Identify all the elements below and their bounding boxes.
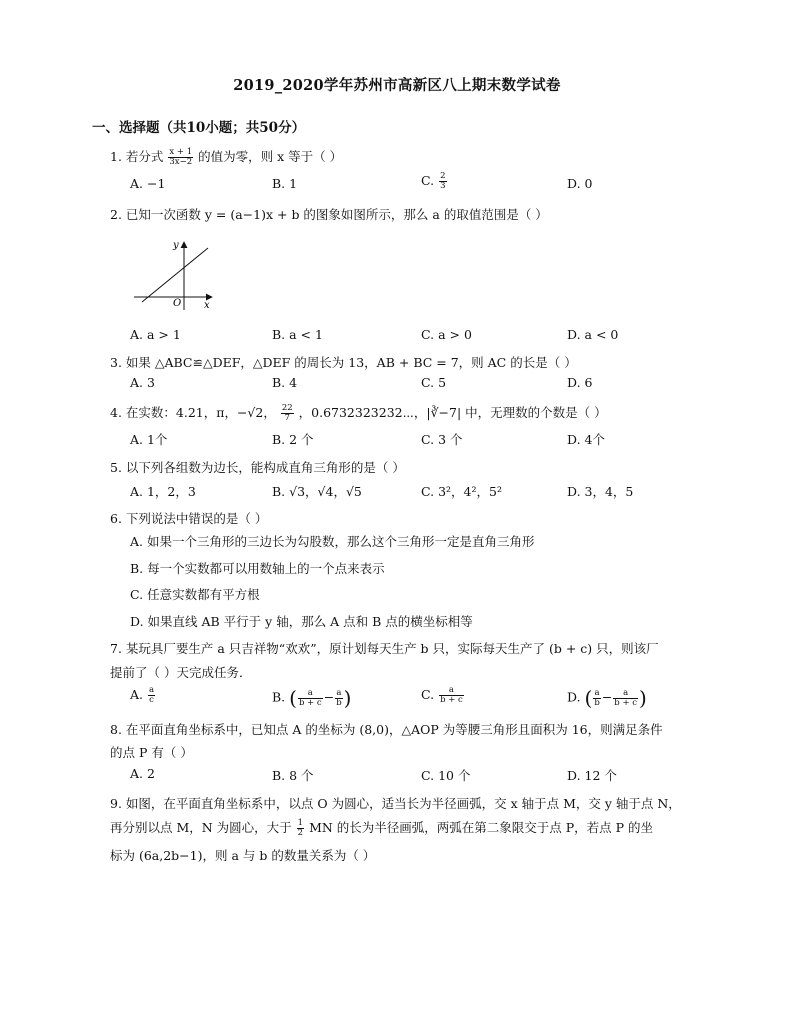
q2-option-d: D. a < 0 bbox=[567, 327, 619, 342]
q4-frac-den: 7 bbox=[284, 413, 290, 423]
q7-option-a-label: A. bbox=[130, 687, 144, 702]
q7-b-den-1: b + c bbox=[298, 697, 322, 708]
q2-option-a: A. a > 1 bbox=[130, 327, 181, 342]
q2-origin-label: O bbox=[173, 298, 182, 309]
q7-d-num-2: a bbox=[613, 689, 638, 699]
q6-option-a: A. 如果一个三角形的三边长为勾股数，那么这个三角形一定是直角三角形 bbox=[130, 534, 535, 549]
q1-option-b: B. 1 bbox=[272, 176, 298, 191]
q9-line2-suffix: MN 的长为半径画弧，两弧在第二象限交于点 P，若点 P 的坐 bbox=[309, 820, 654, 835]
q4-option-c: C. 3 个 bbox=[421, 432, 463, 447]
q7-d-den-2: b + c bbox=[614, 697, 638, 708]
q1-option-a: A. −1 bbox=[130, 176, 166, 191]
q7-option-c-label: C. bbox=[421, 687, 435, 702]
q7-option-a bbox=[130, 686, 156, 705]
q2-option-c: C. a > 0 bbox=[421, 327, 472, 342]
q1-frac-num: x + 1 bbox=[169, 147, 193, 157]
q5-option-d: D. 3，4，5 bbox=[567, 484, 634, 499]
q2-graph bbox=[128, 236, 220, 312]
q4-option-b: B. 2 个 bbox=[272, 432, 314, 447]
question-2: 2. 已知一次函数 y = (a−1)x + b 的图象如图所示，那么 a 的取值范围是（ ） bbox=[110, 207, 548, 222]
question-7-line2: 提前了（ ）天完成任务． bbox=[110, 665, 252, 680]
q8-option-d: D. 12 个 bbox=[567, 768, 617, 783]
q3-option-d: D. 6 bbox=[567, 375, 593, 390]
q7-c-num: a bbox=[439, 686, 464, 696]
q7-d-fraction-1 bbox=[593, 689, 600, 708]
q3-option-a: A. 3 bbox=[130, 375, 155, 390]
question-5: 5. 以下列各组数为边长，能构成直角三角形的是（ ） bbox=[110, 460, 405, 475]
question-9: 9. 如图，在平面直角坐标系中，以点 O 为圆心，适当长为半径画弧，交 x 轴于点 M，交 y 轴于点 N， bbox=[110, 796, 681, 811]
q2-option-b: B. a < 1 bbox=[272, 327, 323, 342]
q7-option-c-fraction bbox=[439, 686, 464, 705]
exam-title: 2019_2020学年苏州市高新区八上期末数学试卷 bbox=[233, 77, 561, 94]
q3-option-c: C. 5 bbox=[421, 375, 447, 390]
q1-suffix: 的值为零，则 x 等于（ ） bbox=[198, 149, 343, 164]
question-9-line3: 标为 (6a,2b−1)，则 a 与 b 的数量关系为（ ） bbox=[110, 848, 376, 863]
q7-option-c bbox=[421, 686, 465, 705]
question-3: 3. 如果 △ABC≌△DEF，△DEF 的周长为 13，AB + BC = 7，则 AC 的长是（ ） bbox=[110, 355, 577, 370]
q4-option-a: A. 1个 bbox=[130, 432, 168, 447]
q8-option-b: B. 8 个 bbox=[272, 768, 314, 783]
q9-line2-prefix: 再分别以点 M，N 为圆心，大于 bbox=[110, 820, 292, 835]
q7-b-den-2: b bbox=[336, 697, 342, 708]
question-1 bbox=[110, 147, 342, 167]
q4-frac-num: 22 bbox=[281, 403, 293, 413]
q5-option-a: A. 1，2，3 bbox=[130, 484, 196, 499]
q7-b-fraction-2 bbox=[335, 689, 342, 708]
q1-option-c-fraction bbox=[439, 172, 446, 191]
q7-b-fraction-1 bbox=[298, 689, 323, 708]
q1-option-c bbox=[421, 172, 448, 191]
q6-option-d: D. 如果直线 AB 平行于 y 轴，那么 A 点和 B 点的横坐标相等 bbox=[130, 614, 473, 629]
q7-a-num: a bbox=[149, 685, 155, 695]
q2-function-line bbox=[142, 248, 208, 302]
question-7: 7. 某玩具厂要生产 a 只吉祥物“欢欢”，原计划每天生产 b 只，实际每天生产了 (b + c) 只，则该厂 bbox=[110, 641, 659, 656]
q2-y-label: y bbox=[173, 240, 179, 251]
q9-half-fraction bbox=[297, 819, 304, 838]
q7-option-b: B. ( $\frac{a}{b + c}$ − $\frac{a}{b}$ ) bbox=[272, 686, 352, 710]
q1-option-c-den: 3 bbox=[440, 181, 446, 191]
q7-c-den: b + c bbox=[440, 695, 463, 705]
section-heading: 一、选择题（共10小题；共50分） bbox=[92, 120, 306, 136]
question-6: 6. 下列说法中错误的是（ ） bbox=[110, 511, 268, 526]
q2-x-label: x bbox=[204, 300, 210, 311]
question-8: 8. 在平面直角坐标系中，已知点 A 的坐标为 (8,0)，△AOP 为等腰三角形且面积为 16，则满足条件 bbox=[110, 722, 663, 737]
q1-prefix: 1. 若分式 bbox=[110, 149, 164, 164]
q7-d-fraction-2 bbox=[613, 689, 638, 708]
q1-frac-den: 3x−2 bbox=[169, 157, 193, 167]
q1-option-c-label: C. bbox=[421, 173, 435, 188]
q7-b-num-2: a bbox=[336, 687, 342, 698]
q6-option-c: C. 任意实数都有平方根 bbox=[130, 587, 260, 602]
q1-option-c-num: 2 bbox=[440, 171, 446, 181]
q5-option-c: C. 3²，4²，5² bbox=[421, 484, 502, 499]
q1-fraction bbox=[168, 148, 193, 167]
q7-a-den: c bbox=[149, 695, 154, 705]
q6-option-b: B. 每一个实数都可以用数轴上的一个点来表示 bbox=[130, 561, 385, 576]
q4-suffix: ，0.6732323232⋯，|∛−7| 中，无理数的个数是（ ） bbox=[298, 405, 607, 420]
question-8-line2: 的点 P 有（ ） bbox=[110, 745, 193, 760]
q7-option-d-label: D. bbox=[567, 689, 581, 705]
q4-prefix: 4. 在实数：4.21，π，−√2， bbox=[110, 405, 276, 420]
q9-half-den: 2 bbox=[297, 828, 304, 838]
q1-option-d: D. 0 bbox=[567, 176, 593, 191]
q5-option-b: B. √3，√4，√5 bbox=[272, 484, 362, 499]
q9-half-num: 1 bbox=[297, 818, 304, 828]
q7-option-a-fraction bbox=[148, 686, 155, 705]
q3-option-b: B. 4 bbox=[272, 375, 298, 390]
question-9-line2 bbox=[110, 818, 653, 838]
q8-option-c: C. 10 个 bbox=[421, 768, 471, 783]
q7-option-b-label: B. bbox=[272, 689, 286, 705]
q7-d-num-1: a bbox=[594, 687, 600, 698]
q7-d-den-1: b bbox=[594, 697, 600, 708]
q7-b-num-1: a bbox=[298, 689, 323, 699]
q8-option-a: A. 2 bbox=[130, 766, 155, 781]
question-4 bbox=[110, 403, 607, 423]
q4-option-d: D. 4个 bbox=[567, 432, 605, 447]
q4-fraction bbox=[281, 404, 294, 423]
q7-option-d: D. ( $\frac{a}{b}$ − $\frac{a}{b + c}$ ) bbox=[567, 686, 647, 710]
